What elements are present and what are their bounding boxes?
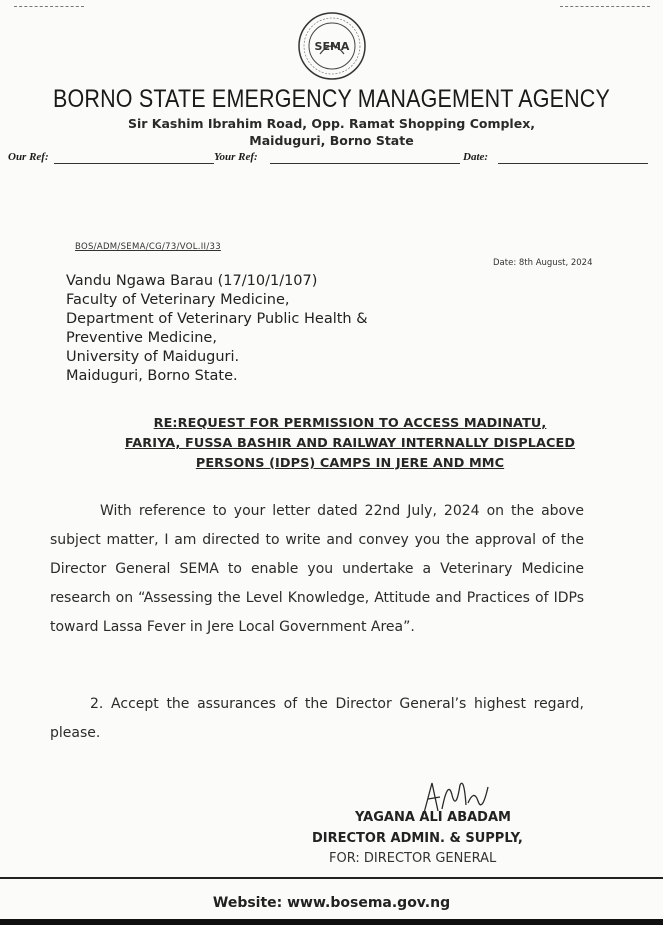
address-line-2: Maiduguri, Borno State [249,133,414,148]
recipient-line: Maiduguri, Borno State. [66,368,238,384]
address-line-1: Sir Kashim Ibrahim Road, Opp. Ramat Shopping Complex, [127,116,536,131]
subject-line: RE:REQUEST FOR PERMISSION TO ACCESS MADINATU, [153,416,547,431]
recipient-line: University of Maiduguri. [66,349,240,365]
seal-text: SEMA [314,40,350,53]
date-label: Date: [463,151,489,163]
letter-subject [70,414,630,474]
agency-seal-logo [296,10,368,82]
recipient-line: Vandu Ngawa Barau (17/10/1/107) [66,273,318,289]
body-paragraph-2: 2. Accept the assurances of the Director General’s highest regard, please. [50,696,584,741]
letter-reference: BOS/ADM/SEMA/CG/73/VOL.II/33 [75,242,221,252]
agency-name: BORNO STATE EMERGENCY MANAGEMENT AGENCY [52,85,611,113]
scan-artifact [14,6,84,7]
body-paragraph-1: With reference to your letter dated 22nd July, 2024 on the above subject matter, I am directed to write and convey you the approval of the Director General SEMA to enable you undertake a Veterinary Medicine research on “Assessing the Level Knowledge, Attitude and Practices of IDPs toward Lassa Fever in Jere Local Government Area”. [50,503,584,635]
signatory-for-line: FOR: DIRECTOR GENERAL [329,851,497,866]
subject-line: PERSONS (IDPS) CAMPS IN JERE AND MMC [195,456,505,471]
footer-bar [0,919,663,925]
signatory-title: DIRECTOR ADMIN. & SUPPLY, [312,831,523,846]
subject-line: FARIYA, FUSSA BASHIR AND RAILWAY INTERNALLY DISPLACED [124,436,576,451]
recipient-line: Preventive Medicine, [66,330,217,346]
recipient-address [66,272,368,386]
footer-divider [0,877,663,879]
our-ref-label: Our Ref: [8,151,49,163]
signatory-name: YAGANA ALI ABADAM [355,810,511,825]
recipient-line: Department of Veterinary Public Health & [66,311,368,327]
recipient-line: Faculty of Veterinary Medicine, [66,292,290,308]
footer-website: Website: www.bosema.gov.ng [212,895,451,911]
letter-date: Date: 8th August, 2024 [493,258,593,268]
your-ref-label: Your Ref: [214,151,258,163]
scan-artifact [560,6,650,7]
